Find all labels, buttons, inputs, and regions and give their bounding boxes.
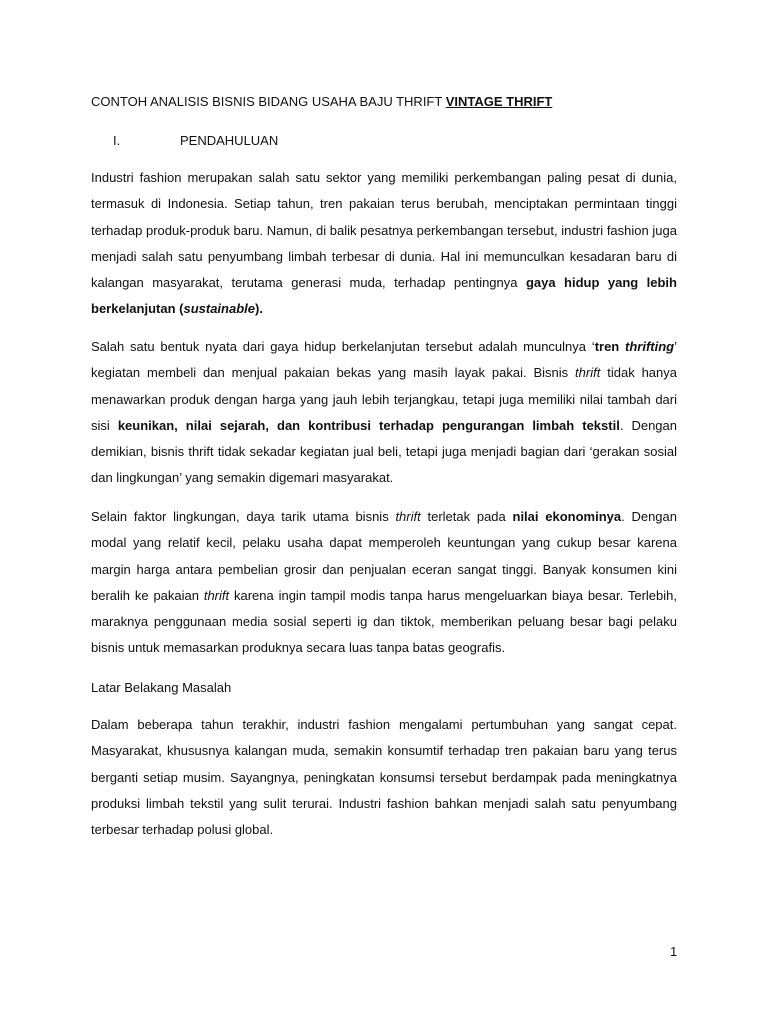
paragraph-3 xyxy=(91,504,677,662)
p2-bold-2: keunikan, nilai sejarah, dan kontribusi terhadap pengurangan limbah tekstil xyxy=(117,417,620,433)
p2-text-4: . Dengan demikian, bisnis thrift tidak sekadar kegiatan jual beli, tetapi juga menjadi bagian dari ‘gerakan sosial dan lingkungan’ yang semakin digemari masyarakat. xyxy=(91,417,677,486)
p3-text-1: Selain faktor lingkungan, daya tarik utama bisnis xyxy=(91,509,396,524)
p3-italic-2: thrift xyxy=(203,587,230,603)
p4-text: Dalam beberapa tahun terakhir, industri fashion mengalami pertumbuhan yang sangat cepat. Masyarakat, khususnya kalangan muda, semakin konsumtif terhadap tren pakaian baru yang terus berganti setiap musim. Sayangnya, peningkatan konsumsi tersebut berdampak pada meningkatnya produksi limbah tekstil yang sulit terurai. Industri fashion bahkan menjadi salah satu penyumbang terbesar terhadap polusi global. xyxy=(91,717,677,838)
section-heading xyxy=(91,133,278,149)
p3-text-2: terletak pada xyxy=(420,509,513,524)
paragraph-1 xyxy=(91,165,677,323)
p1-bold: gaya hidup yang lebih berkelanjutan ( xyxy=(91,275,677,317)
p2-text-3: tidak hanya menawarkan produk dengan harga yang jauh lebih terjangkau, tetapi juga memiliki nilai tambah dari sisi xyxy=(91,365,677,433)
paragraph-2 xyxy=(91,334,677,492)
p3-text-3: . Dengan modal yang relatif kecil, pelaku usaha dapat memperoleh keuntungan yang cukup besar karena margin harga antara pembelian grosir dan penjualan eceran sangat tinggi. Banyak konsumen kini beralih ke pakaian xyxy=(91,509,677,603)
p2-text-1: Salah satu bentuk nyata dari gaya hidup berkelanjutan tersebut adalah munculnya ‘ xyxy=(91,339,595,354)
section-number: I. xyxy=(113,133,121,148)
p1-bold-end: ). xyxy=(255,301,263,317)
p2-text-2: ’ kegiatan membeli dan menjual pakaian bekas yang masih layak pakai. Bisnis xyxy=(91,339,678,381)
p2-italic-1: thrift xyxy=(575,365,601,381)
subsection-heading: Latar Belakang Masalah xyxy=(91,680,232,695)
p2-bold-1: tren xyxy=(594,339,626,354)
section-title: PENDAHULUAN xyxy=(180,133,279,148)
p1-text: Industri fashion merupakan salah satu sektor yang memiliki perkembangan paling pesat di dunia, termasuk di Indonesia. Setiap tahun, tren pakaian terus berubah, menciptakan permintaan tinggi terhadap produk-produk baru. Namun, di balik pesatnya perkembangan tersebut, industri fashion juga menjadi salah satu penyumbang limbah terbesar di dunia. Hal ini memunculkan kesadaran baru di kalangan masyarakat, terutama generasi muda, terhadap pentingnya xyxy=(91,170,677,291)
paragraph-4 xyxy=(91,712,677,843)
document-title xyxy=(91,94,552,110)
p3-bold-1: nilai ekonominya xyxy=(512,509,622,524)
p3-italic-1: thrift xyxy=(395,509,421,524)
p2-bold-italic: thrifting xyxy=(625,339,675,354)
title-emphasis: VINTAGE THRIFT xyxy=(445,94,553,109)
page-number: 1 xyxy=(670,944,678,959)
title-text: CONTOH ANALISIS BISNIS BIDANG USAHA BAJU THRIFT xyxy=(91,94,446,109)
p3-text-4: karena ingin tampil modis tanpa harus mengeluarkan biaya besar. Terlebih, maraknya penggunaan media sosial seperti ig dan tiktok, memberikan peluang besar bagi pelaku bisnis untuk memasarkan produknya secara luas tanpa batas geografis. xyxy=(91,587,677,656)
p1-bold-italic: sustainable xyxy=(183,301,255,317)
